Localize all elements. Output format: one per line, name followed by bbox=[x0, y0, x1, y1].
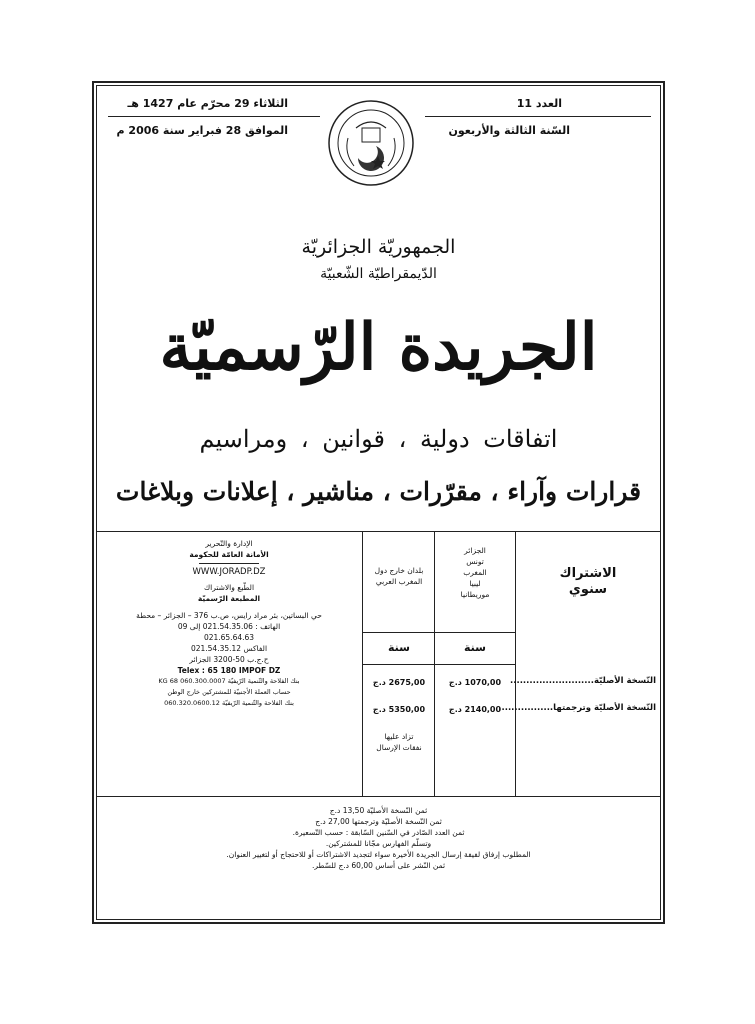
subtitle-line-1: اتفاقات دولية ، قوانين ، ومراسيم bbox=[199, 425, 558, 453]
admin-editing-label: الإدارة والتّحرير bbox=[205, 539, 253, 548]
country: الجزائر bbox=[464, 546, 486, 555]
footer-line: ثمن النّسخة الأصليّة 13,50 د.ج bbox=[329, 806, 428, 815]
footer-line: وتسلّم الفهارس مجّانا للمشتركين. bbox=[325, 839, 432, 848]
footer-line: المطلوب إرفاق لفيفة إرسال الجريدة الأخيرة سواء لتجديد الاشتراكات أو للاحتجاج أو لتغيير العنوان. bbox=[226, 850, 531, 859]
issue-number: العدد 11 bbox=[516, 97, 562, 110]
header-rule-left bbox=[108, 116, 320, 117]
shipping-note bbox=[364, 731, 434, 753]
shipping-note-line: نفقات الإرسال bbox=[376, 743, 422, 752]
admin-fax: الفاكس 021.54.35.12 bbox=[190, 644, 268, 653]
row-label-translated: النّسخة الأصليّة وترجمتها................. bbox=[498, 703, 656, 713]
admin-website[interactable]: WWW.JORADP.DZ bbox=[192, 567, 266, 577]
country: المغرب العربي bbox=[375, 577, 423, 586]
price-translated-col2: 5350,00 د.ج bbox=[372, 705, 426, 714]
admin-printer: المطبعة الرّسميّة bbox=[197, 594, 261, 603]
admin-telex: Telex : 65 180 IMPOF DZ bbox=[177, 666, 281, 675]
table-top-rule bbox=[96, 531, 661, 532]
price-original-col2: 2675,00 د.ج bbox=[372, 678, 426, 687]
subscription-period: سنوي bbox=[568, 582, 608, 597]
state-seal-icon bbox=[326, 98, 416, 188]
country: المغرب bbox=[463, 568, 487, 577]
volume-year: السّنة الثالثة والأربعون bbox=[448, 124, 570, 137]
admin-block bbox=[100, 538, 358, 709]
unit-rule-top bbox=[362, 632, 515, 633]
country: موريطانيا bbox=[460, 590, 490, 599]
col2-countries bbox=[364, 565, 434, 587]
admin-phone1: الهاتف : 021.54.35.06 إلى 09 bbox=[177, 622, 281, 631]
footer-line: ثمن العدد الصّادر في السّنين السّابقة : حسب التّسعيرة. bbox=[292, 828, 465, 837]
unit-rule-bottom bbox=[362, 664, 515, 665]
admin-divider bbox=[199, 563, 259, 564]
journal-title: الجريدة الرّسميّة bbox=[159, 310, 598, 385]
admin-bank3: بنك الفلاحة والتّنمية الرّيفيّة 060.320.0600.12 bbox=[164, 699, 294, 707]
footer-line: ثمن النّسخة الأصليّة وترجمتها 27,00 د.ج bbox=[315, 817, 442, 826]
admin-printing-label: الطّبع والاشتراك bbox=[203, 583, 255, 592]
row-label-original: النّسخة الأصليّة.......................... bbox=[510, 676, 656, 686]
footer-block bbox=[100, 805, 657, 871]
price-original-col1: 1070,00 د.ج bbox=[448, 678, 502, 687]
admin-ccp: ح.ج.ب 50-3200 الجزائر bbox=[189, 655, 269, 664]
date-gregorian: الموافق 28 فبراير سنة 2006 م bbox=[116, 124, 288, 137]
admin-bank2: حساب العملة الأجنبيّة للمشتركين خارج الوطن bbox=[167, 688, 291, 696]
col-divider-3 bbox=[515, 531, 516, 796]
shipping-note-line: تزاد عليها bbox=[384, 732, 414, 741]
admin-bank1: بنك الفلاحة والتّنمية الرّيفيّة 060.300.0007 68 KG bbox=[158, 677, 300, 685]
admin-phone2: 021.65.64.63 bbox=[203, 633, 255, 642]
subtitle-line-2: قرارات وآراء ، مقرّرات ، مناشير ، إعلانات وبلاغات bbox=[115, 477, 642, 506]
subscription-heading: الاشتراك bbox=[559, 566, 617, 581]
country: تونس bbox=[466, 557, 484, 566]
footer-line: ثمن النّشر على أساس 60,00 د.ج للسّطر. bbox=[311, 861, 446, 870]
admin-secretariat: الأمانة العامّة للحكومة bbox=[189, 550, 269, 559]
republic-line-1: الجمهوريّة الجزائريّة bbox=[301, 236, 456, 258]
header-rule-right bbox=[425, 116, 651, 117]
admin-address: حي البساتين، بئر مراد رايس، ص.ب 376 – الجزائر – محطة bbox=[136, 611, 322, 620]
col1-unit: سنة bbox=[464, 641, 486, 654]
date-hijri: الثلاثاء 29 محرّم عام 1427 هـ bbox=[127, 97, 288, 110]
col2-unit: سنة bbox=[388, 641, 410, 654]
country: بلدان خارج دول bbox=[374, 566, 424, 575]
col1-countries bbox=[436, 545, 514, 600]
country: ليبيا bbox=[469, 579, 481, 588]
price-translated-col1: 2140,00 د.ج bbox=[448, 705, 502, 714]
table-bottom-rule bbox=[96, 796, 661, 797]
republic-line-2: الدّيمقراطيّة الشّعبيّة bbox=[320, 266, 437, 282]
